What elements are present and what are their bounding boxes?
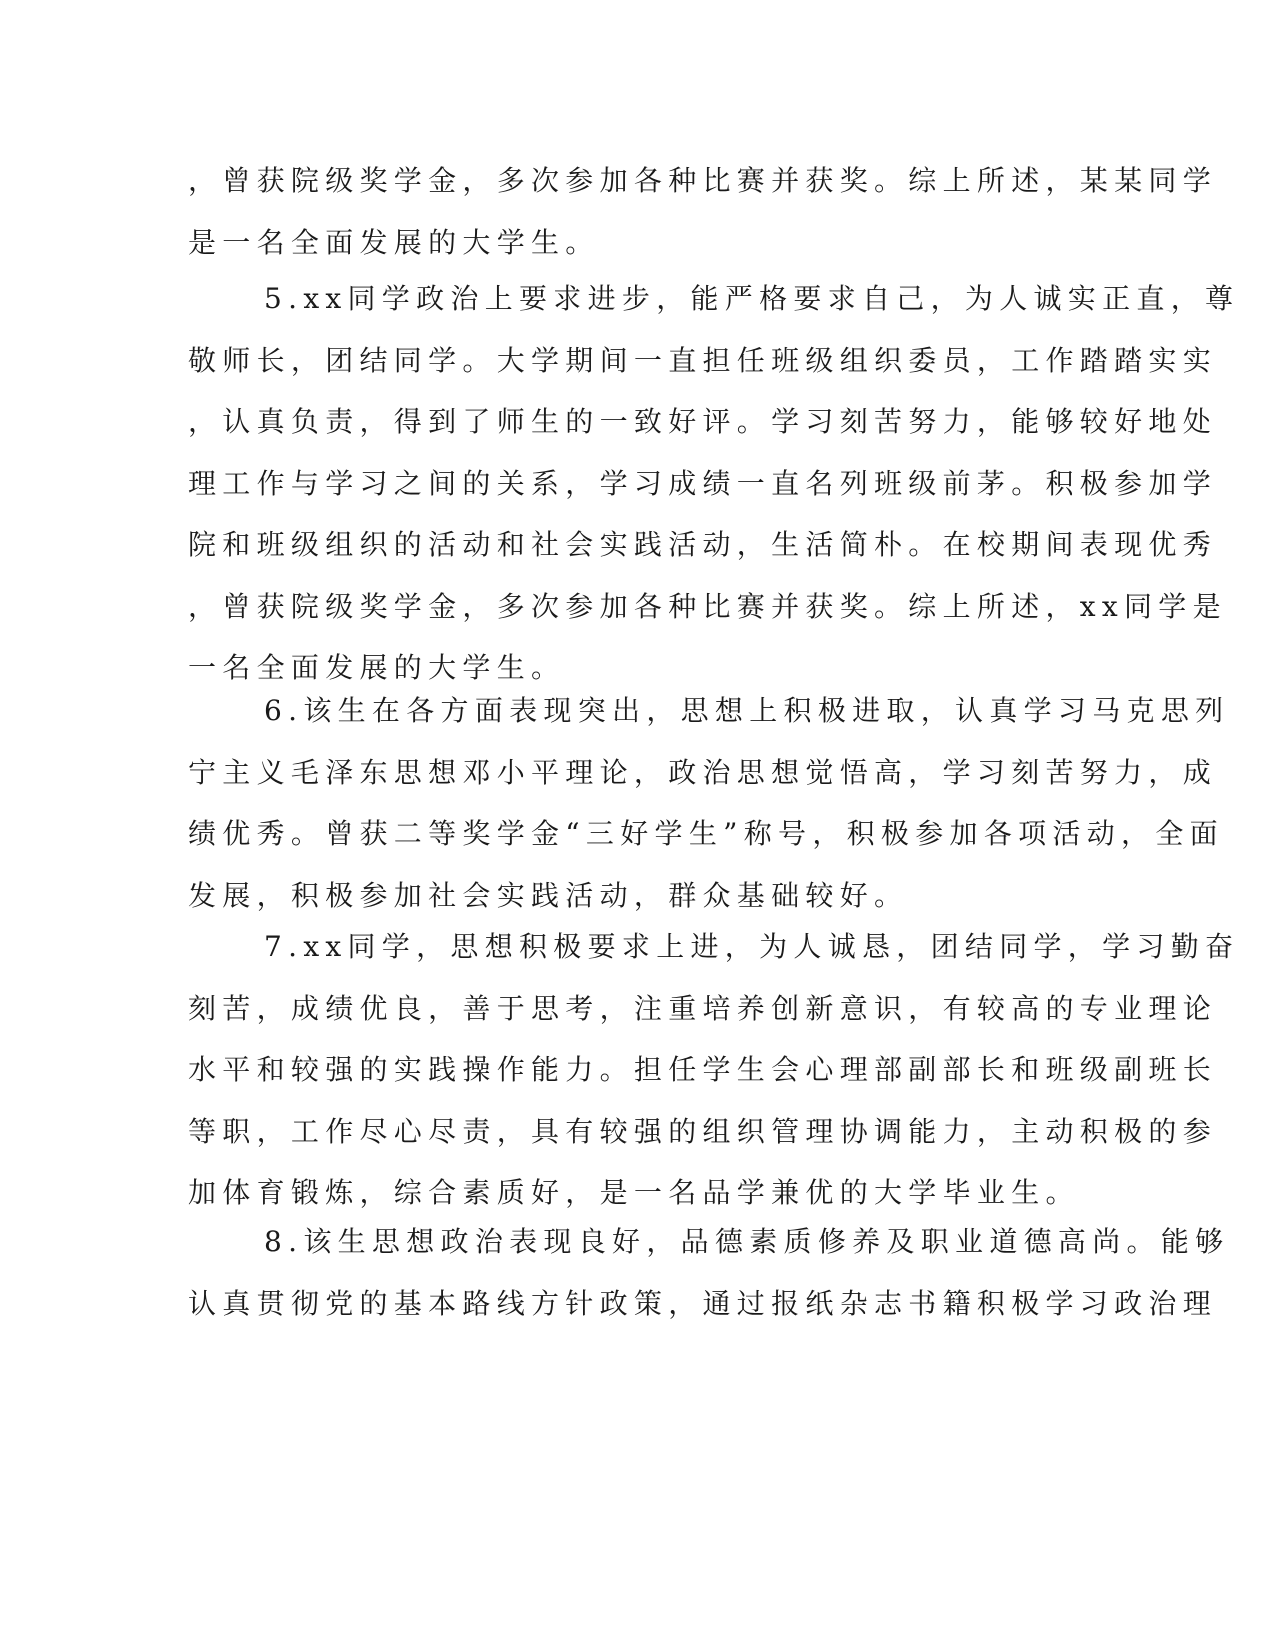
text-line: 6.该生在各方面表现突出，思想上积极进取，认真学习马克思列 <box>264 694 1230 727</box>
paragraph-8 <box>188 1211 1229 1334</box>
text-line: 认真贯彻党的基本路线方针政策，通过报纸杂志书籍积极学习政治理 <box>188 1286 1218 1320</box>
text-line: 敬师长，团结同学。大学期间一直担任班级组织委员，工作踏踏实实 <box>188 343 1218 377</box>
text-line: ，曾获院级奖学金，多次参加各种比赛并获奖。综上所述，某某同学 <box>188 164 1218 197</box>
text-line: 8.该生思想政治表现良好，品德素质修养及职业道德高尚。能够 <box>264 1225 1230 1258</box>
paragraph-6 <box>188 680 1229 926</box>
text-line: 5.xx同学政治上要求进步，能严格要求自己，为人诚实正直，尊 <box>264 282 1240 315</box>
text-line: 是一名全面发展的大学生。 <box>188 225 600 259</box>
text-line: 一名全面发展的大学生。 <box>188 651 566 684</box>
text-line: 院和班级组织的活动和社会实践活动，生活简朴。在校期间表现优秀 <box>188 528 1218 561</box>
paragraph-4-continued <box>188 150 1217 273</box>
text-line: 7.xx同学，思想积极要求上进，为人诚恳，团结同学，学习勤奋 <box>264 930 1240 963</box>
text-line: 水平和较强的实践操作能力。担任学生会心理部副部长和班级副班长 <box>188 1053 1218 1086</box>
text-line: 发展，积极参加社会实践活动，群众基础较好。 <box>188 878 909 912</box>
text-line: 宁主义毛泽东思想邓小平理论，政治思想觉悟高，学习刻苦努力，成 <box>188 755 1218 789</box>
text-line: ，曾获院级奖学金，多次参加各种比赛并获奖。综上所述，xx同学是 <box>188 589 1227 623</box>
text-line: 绩优秀。曾获二等奖学金“三好学生”称号，积极参加各项活动，全面 <box>188 817 1224 850</box>
text-line: 加体育锻炼，综合素质好，是一名品学兼优的大学毕业生。 <box>188 1176 1080 1209</box>
text-line: 刻苦，成绩优良，善于思考，注重培养创新意识，有较高的专业理论 <box>188 991 1218 1025</box>
paragraph-7 <box>188 916 1239 1224</box>
text-line: ，认真负责，得到了师生的一致好评。学习刻苦努力，能够较好地处 <box>188 405 1218 438</box>
text-line: 理工作与学习之间的关系，学习成绩一直名列班级前茅。积极参加学 <box>188 466 1218 500</box>
text-line: 等职，工作尽心尽责，具有较强的组织管理协调能力，主动积极的参 <box>188 1114 1218 1148</box>
paragraph-5 <box>188 268 1239 699</box>
